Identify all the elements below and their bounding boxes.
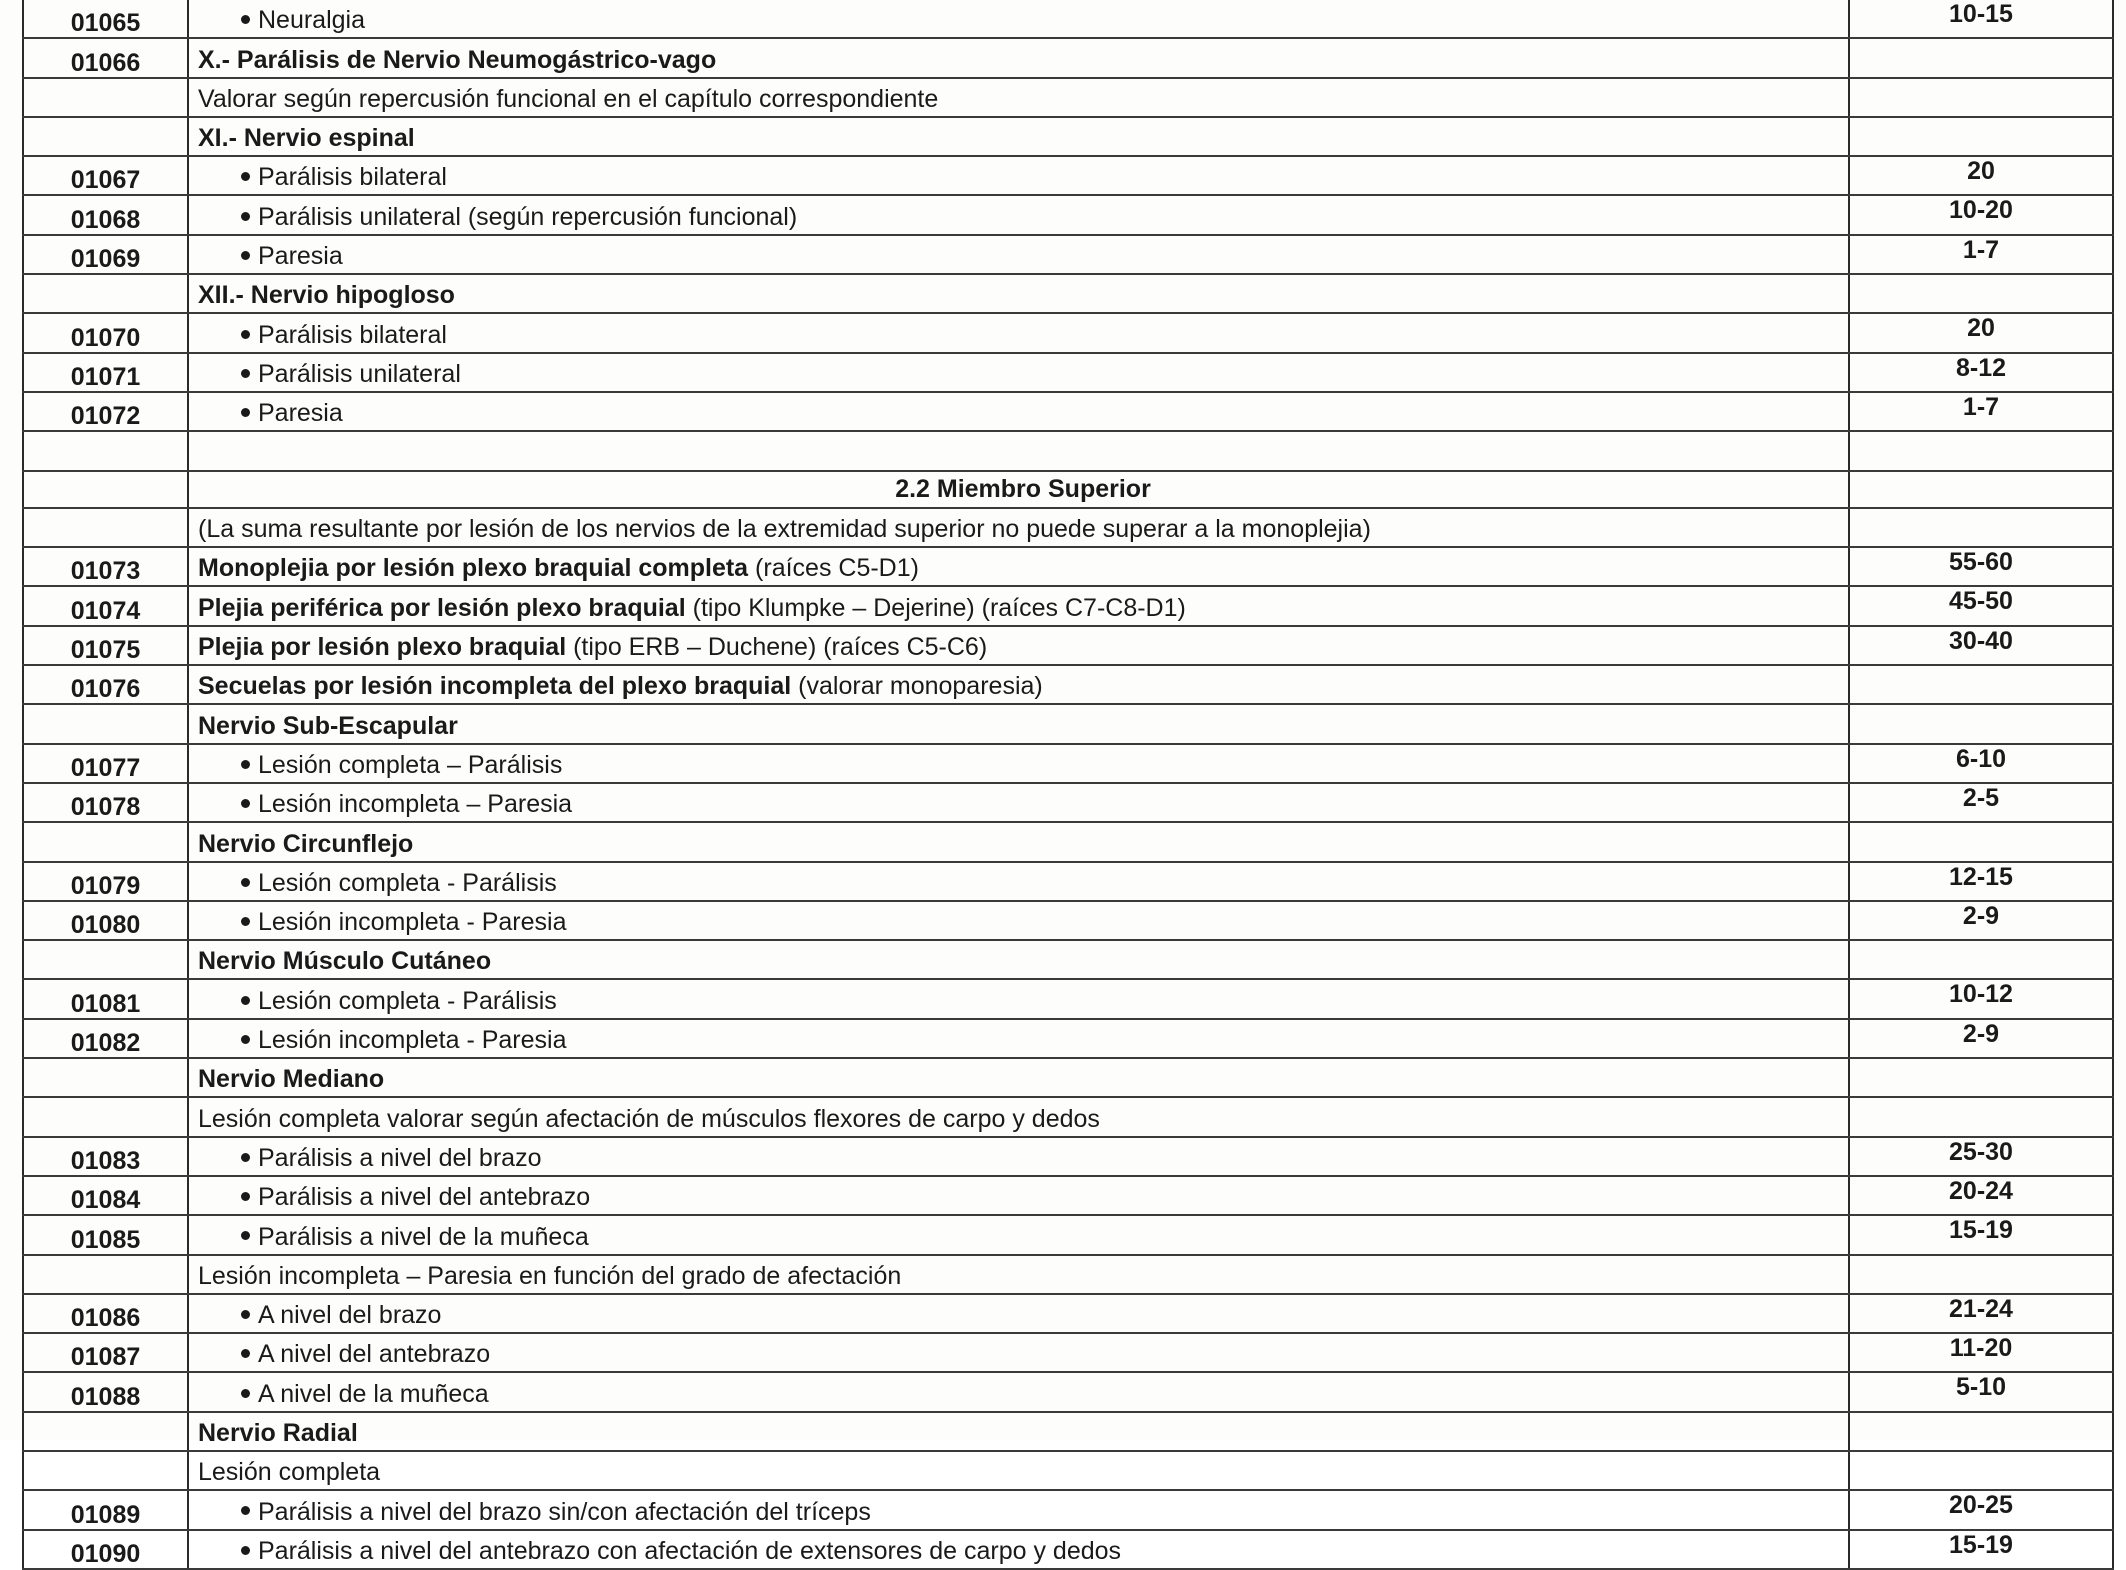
row-description [188, 195, 1849, 234]
row-points: 12-15 [1849, 862, 2113, 901]
row-code: 01078 [23, 783, 188, 822]
row-text: (La suma resultante por lesión de los nervios de la extremidad superior no puede superar a la monoplejia) [198, 515, 1371, 544]
row-points: 20 [1849, 313, 2113, 352]
row-code: 01074 [23, 586, 188, 625]
row-code [23, 471, 188, 508]
row-points [1849, 940, 2113, 979]
row-description [188, 586, 1849, 625]
row-text: Lesión completa – Parálisis [258, 750, 563, 779]
row-code: 01087 [23, 1333, 188, 1372]
table-row [23, 665, 2113, 704]
bullet-icon [241, 1389, 250, 1398]
row-points: 8-12 [1849, 353, 2113, 392]
row-points: 2-9 [1849, 901, 2113, 940]
row-description [188, 1333, 1849, 1372]
row-points: 55-60 [1849, 547, 2113, 586]
table-row [23, 1412, 2113, 1451]
row-points: 5-10 [1849, 1372, 2113, 1411]
table-row [23, 979, 2113, 1018]
row-code: 01072 [23, 392, 188, 431]
row-code [23, 1255, 188, 1294]
row-detail-text: (valorar monoparesia) [791, 672, 1043, 701]
row-code: 01070 [23, 313, 188, 352]
row-code [23, 1058, 188, 1097]
table-row [23, 1451, 2113, 1490]
row-code: 01073 [23, 547, 188, 586]
section-title-text: 2.2 Miembro Superior [895, 474, 1151, 503]
table-row [23, 1176, 2113, 1215]
table-row [23, 38, 2113, 77]
bullet-icon [241, 212, 250, 221]
row-points: 6-10 [1849, 744, 2113, 783]
bullet-icon [241, 799, 250, 808]
table-row [23, 353, 2113, 392]
row-points: 20-24 [1849, 1176, 2113, 1215]
bullet-icon [241, 1349, 250, 1358]
row-text: A nivel del antebrazo [258, 1340, 491, 1369]
row-code [23, 940, 188, 979]
table-row [23, 1019, 2113, 1058]
row-text: Nervio Músculo Cutáneo [198, 947, 492, 976]
table-row [23, 117, 2113, 156]
table-row [23, 822, 2113, 861]
row-code [23, 274, 188, 313]
table-row [23, 1255, 2113, 1294]
row-description [188, 235, 1849, 274]
table-row [23, 901, 2113, 940]
row-text: Lesión completa - Parálisis [258, 986, 557, 1015]
row-points: 15-19 [1849, 1215, 2113, 1254]
row-text: A nivel del brazo [258, 1301, 442, 1330]
row-detail-text: (tipo ERB – Duchene) (raíces C5-C6) [566, 633, 988, 662]
row-text: Lesión completa [198, 1458, 381, 1487]
bullet-icon [241, 878, 250, 887]
row-points: 2-9 [1849, 1019, 2113, 1058]
row-text: Parálisis bilateral [258, 320, 447, 349]
row-description [188, 274, 1849, 313]
row-description [188, 1530, 1849, 1569]
row-description [188, 979, 1849, 1018]
row-description [188, 431, 1849, 470]
table-row [23, 274, 2113, 313]
row-description [188, 1215, 1849, 1254]
row-description [188, 78, 1849, 117]
row-code [23, 431, 188, 470]
table-row [23, 431, 2113, 470]
row-points: 1-7 [1849, 235, 2113, 274]
bullet-icon [241, 996, 250, 1005]
row-points [1849, 274, 2113, 313]
row-text: Paresia [258, 242, 343, 271]
table-row [23, 586, 2113, 625]
row-description [188, 1372, 1849, 1411]
row-description [188, 704, 1849, 743]
table-row [23, 78, 2113, 117]
row-points: 30-40 [1849, 626, 2113, 665]
table-row [23, 744, 2113, 783]
row-description [188, 626, 1849, 665]
row-description [188, 940, 1849, 979]
row-description [188, 508, 1849, 547]
row-points [1849, 38, 2113, 77]
table-row [23, 1058, 2113, 1097]
row-code [23, 1097, 188, 1136]
row-text: Parálisis unilateral [258, 359, 461, 388]
table-row [23, 1490, 2113, 1529]
row-description [188, 901, 1849, 940]
table-row [23, 235, 2113, 274]
impairment-table [22, 0, 2114, 1570]
row-code: 01069 [23, 235, 188, 274]
row-description [188, 744, 1849, 783]
row-description [188, 0, 1849, 38]
row-code: 01084 [23, 1176, 188, 1215]
table-row [23, 1372, 2113, 1411]
row-detail-text: (tipo Klumpke – Dejerine) (raíces C7-C8-D1) [685, 593, 1186, 622]
row-text: XII.- Nervio hipogloso [198, 281, 455, 310]
row-points [1849, 78, 2113, 117]
row-points: 2-5 [1849, 783, 2113, 822]
row-text: Paresia [258, 399, 343, 428]
table-row [23, 1097, 2113, 1136]
table-row [23, 940, 2113, 979]
row-code: 01071 [23, 353, 188, 392]
row-description [188, 1255, 1849, 1294]
row-points [1849, 508, 2113, 547]
row-code [23, 1412, 188, 1451]
bullet-icon [241, 1153, 250, 1162]
row-text: Parálisis a nivel del antebrazo con afectación de extensores de carpo y dedos [258, 1536, 1122, 1565]
row-detail-text: (raíces C5-D1) [748, 554, 919, 583]
section-title [188, 471, 1849, 508]
row-description [188, 1137, 1849, 1176]
row-text: Nervio Radial [198, 1418, 358, 1447]
table-row [23, 1333, 2113, 1372]
row-text: Parálisis bilateral [258, 163, 447, 192]
bullet-icon [241, 15, 250, 24]
row-text: Parálisis unilateral (según repercusión funcional) [258, 202, 798, 231]
row-code: 01082 [23, 1019, 188, 1058]
table-row [23, 156, 2113, 195]
row-points [1849, 1451, 2113, 1490]
row-code [23, 508, 188, 547]
row-description [188, 665, 1849, 704]
row-text: Lesión completa - Parálisis [258, 868, 557, 897]
row-points [1849, 704, 2113, 743]
table-row [23, 1137, 2113, 1176]
row-bold-text: Secuelas por lesión incompleta del plexo braquial [198, 672, 792, 701]
row-code: 01079 [23, 862, 188, 901]
bullet-icon [241, 330, 250, 339]
bullet-icon [241, 1506, 250, 1515]
table-row [23, 471, 2113, 508]
bullet-icon [241, 1035, 250, 1044]
row-code: 01077 [23, 744, 188, 783]
row-text: A nivel de la muñeca [258, 1379, 489, 1408]
table-row [23, 783, 2113, 822]
row-code: 01086 [23, 1294, 188, 1333]
row-description [188, 353, 1849, 392]
bullet-icon [241, 1310, 250, 1319]
bullet-icon [241, 408, 250, 417]
row-points [1849, 117, 2113, 156]
row-points [1849, 822, 2113, 861]
row-code: 01083 [23, 1137, 188, 1176]
row-text: Parálisis a nivel del antebrazo [258, 1183, 591, 1212]
table-row [23, 392, 2113, 431]
row-code: 01081 [23, 979, 188, 1018]
row-description [188, 38, 1849, 77]
row-points: 20 [1849, 156, 2113, 195]
row-code [23, 78, 188, 117]
row-code [23, 1451, 188, 1490]
table-row [23, 1294, 2113, 1333]
row-description [188, 862, 1849, 901]
row-description [188, 392, 1849, 431]
table-body [23, 0, 2113, 1569]
row-text: Parálisis a nivel del brazo sin/con afectación del tríceps [258, 1497, 871, 1526]
row-code: 01089 [23, 1490, 188, 1529]
row-description [188, 1490, 1849, 1529]
row-code: 01076 [23, 665, 188, 704]
bullet-icon [241, 1231, 250, 1240]
row-text: Valorar según repercusión funcional en el capítulo correspondiente [198, 84, 939, 113]
row-code: 01065 [23, 0, 188, 38]
row-bold-text: Plejia por lesión plexo braquial [198, 633, 567, 662]
row-points: 45-50 [1849, 586, 2113, 625]
row-points: 20-25 [1849, 1490, 2113, 1529]
row-description [188, 1294, 1849, 1333]
row-text: Lesión incompleta - Paresia [258, 1026, 567, 1055]
table-row [23, 1530, 2113, 1569]
row-bold-text: Monoplejia por lesión plexo braquial completa [198, 554, 749, 583]
table-row [23, 1215, 2113, 1254]
row-points [1849, 471, 2113, 508]
row-code [23, 117, 188, 156]
row-code: 01085 [23, 1215, 188, 1254]
row-description [188, 1412, 1849, 1451]
table-row [23, 862, 2113, 901]
row-points: 21-24 [1849, 1294, 2113, 1333]
row-text: XI.- Nervio espinal [198, 124, 415, 153]
table-row [23, 195, 2113, 234]
row-points [1849, 1058, 2113, 1097]
row-description [188, 1097, 1849, 1136]
row-text: Parálisis a nivel de la muñeca [258, 1222, 589, 1251]
bullet-icon [241, 172, 250, 181]
row-description [188, 156, 1849, 195]
row-points: 25-30 [1849, 1137, 2113, 1176]
row-points: 10-15 [1849, 0, 2113, 38]
row-description [188, 117, 1849, 156]
row-description [188, 1019, 1849, 1058]
bullet-icon [241, 1546, 250, 1555]
row-points [1849, 1097, 2113, 1136]
row-code: 01075 [23, 626, 188, 665]
row-code: 01067 [23, 156, 188, 195]
row-text: Nervio Sub-Escapular [198, 711, 458, 740]
row-points: 1-7 [1849, 392, 2113, 431]
row-text: Lesión completa valorar según afectación de músculos flexores de carpo y dedos [198, 1104, 1100, 1133]
table-row [23, 508, 2113, 547]
bullet-icon [241, 760, 250, 769]
table-row [23, 547, 2113, 586]
row-text: X.- Parálisis de Nervio Neumogástrico-vago [198, 45, 717, 74]
row-points: 10-20 [1849, 195, 2113, 234]
row-bold-text: Plejia periférica por lesión plexo braquial [198, 593, 686, 622]
row-text: Lesión incompleta - Paresia [258, 908, 567, 937]
table-row [23, 626, 2113, 665]
row-text: Parálisis a nivel del brazo [258, 1143, 542, 1172]
row-points: 11-20 [1849, 1333, 2113, 1372]
row-points [1849, 431, 2113, 470]
row-description [188, 822, 1849, 861]
bullet-icon [241, 917, 250, 926]
row-text: Nervio Circunflejo [198, 829, 414, 858]
row-code: 01066 [23, 38, 188, 77]
row-description [188, 783, 1849, 822]
row-points: 10-12 [1849, 979, 2113, 1018]
row-code: 01068 [23, 195, 188, 234]
row-text: Lesión incompleta – Paresia en función del grado de afectación [198, 1261, 902, 1290]
row-points [1849, 1255, 2113, 1294]
bullet-icon [241, 251, 250, 260]
table-row [23, 704, 2113, 743]
bullet-icon [241, 369, 250, 378]
row-points [1849, 665, 2113, 704]
row-code [23, 704, 188, 743]
row-points: 15-19 [1849, 1530, 2113, 1569]
row-description [188, 1451, 1849, 1490]
row-points [1849, 1412, 2113, 1451]
row-description [188, 313, 1849, 352]
row-description [188, 547, 1849, 586]
row-text: Nervio Mediano [198, 1065, 385, 1094]
row-code: 01080 [23, 901, 188, 940]
row-text: Lesión incompleta – Paresia [258, 790, 573, 819]
row-text: Neuralgia [258, 6, 366, 35]
row-description [188, 1176, 1849, 1215]
bullet-icon [241, 1192, 250, 1201]
row-code: 01088 [23, 1372, 188, 1411]
row-code [23, 822, 188, 861]
row-code: 01090 [23, 1530, 188, 1569]
row-description [188, 1058, 1849, 1097]
table-row [23, 0, 2113, 38]
table-row [23, 313, 2113, 352]
